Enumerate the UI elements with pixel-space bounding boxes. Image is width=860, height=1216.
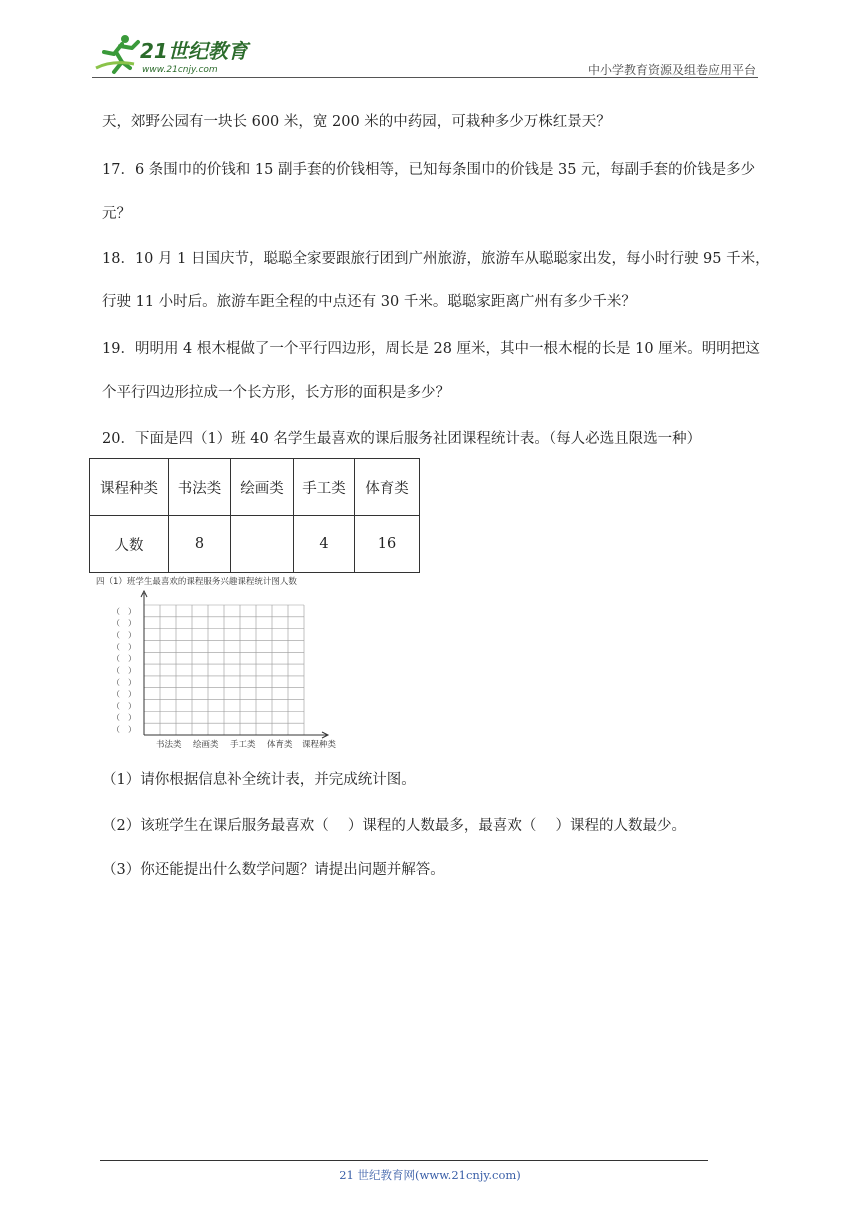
x-axis-label: 课程种类 (302, 740, 337, 750)
runner-icon (96, 35, 138, 72)
y-tick-label: （ ） (112, 689, 136, 699)
logo (92, 30, 262, 78)
y-tick-label: （ ） (112, 701, 136, 711)
stats-table (89, 458, 420, 573)
table-row (90, 516, 420, 573)
y-tick-label: （ ） (112, 642, 136, 652)
text-line: 个平行四边形拉成一个长方形，长方形的面积是多少？ (102, 385, 450, 401)
text-line: 20．下面是四（1）班 40 名学生最喜欢的课后服务社团课程统计表。（每人必选且限选一种） (102, 431, 702, 447)
x-tick-label: 体育类 (267, 740, 293, 750)
y-tick-labels (112, 607, 136, 734)
chart-grid (141, 591, 328, 738)
table-header-cell: 书法类 (169, 459, 231, 516)
question-3: （3）你还能提出什么数学问题？请提出问题并解答。 (102, 862, 445, 878)
footer-divider (100, 1160, 708, 1161)
table-header-cell: 课程种类 (90, 459, 169, 516)
text-line: 行驶 11 小时后。旅游车距全程的中点还有 30 千米。聪聪家距离广州有多少千米？ (102, 294, 636, 310)
x-tick-label: 手工类 (230, 740, 256, 750)
y-tick-label: （ ） (112, 618, 136, 628)
x-tick-label: 书法类 (156, 740, 182, 750)
question-2: （2）该班学生在课后服务最喜欢（ ）课程的人数最多，最喜欢（ ）课程的人数最少。 (102, 818, 686, 834)
text-line: 19．明明用 4 根木棍做了一个平行四边形，周长是 28 厘米，其中一根木棍的长是 10 厘米。明明把这 (102, 341, 760, 357)
table-cell: 16 (355, 516, 420, 573)
page-header (92, 30, 758, 78)
table-row-label: 人数 (90, 516, 169, 573)
logo-text: 21世纪教育 (140, 39, 248, 63)
table-header-row (90, 459, 420, 516)
y-tick-label: （ ） (112, 725, 136, 735)
chart-title: 四（1）班学生最喜欢的课程服务兴趣课程统计图人数 (96, 577, 297, 587)
y-tick-label: （ ） (112, 665, 136, 675)
text-line: 17．6 条围巾的价钱和 15 副手套的价钱相等，已知每条围巾的价钱是 35 元，每副手套的价钱是多少 (102, 162, 756, 178)
y-tick-label: （ ） (112, 606, 136, 616)
y-tick-label: （ ） (112, 630, 136, 640)
table-cell: 4 (294, 516, 355, 573)
y-tick-label: （ ） (112, 654, 136, 664)
table-cell-blank[interactable] (231, 516, 294, 573)
text-line: 18．10 月 1 日国庆节，聪聪全家要跟旅行团到广州旅游，旅游车从聪聪家出发，每小时行驶 95 千米， (102, 251, 770, 267)
table-header-cell: 手工类 (294, 459, 355, 516)
text-line: 元？ (102, 206, 131, 222)
table-cell: 8 (169, 516, 231, 573)
y-tick-label: （ ） (112, 677, 136, 687)
footer-text: 21 世纪教育网(www.21cnjy.com) (339, 1168, 521, 1182)
y-tick-label: （ ） (112, 713, 136, 723)
x-tick-label: 绘画类 (193, 740, 219, 750)
question-1: （1）请你根据信息补全统计表，并完成统计图。 (102, 772, 416, 788)
table-header-cell: 绘画类 (231, 459, 294, 516)
header-divider (92, 77, 758, 78)
table-header-cell: 体育类 (355, 459, 420, 516)
text-line: 天，郊野公园有一块长 600 米，宽 200 米的中药园，可栽种多少万株红景天？ (102, 114, 611, 130)
platform-label: 中小学教育资源及组卷应用平台 (587, 63, 756, 77)
x-tick-labels (156, 739, 293, 750)
logo-url: www.21cnjy.com (142, 65, 218, 75)
bar-chart (94, 575, 354, 755)
